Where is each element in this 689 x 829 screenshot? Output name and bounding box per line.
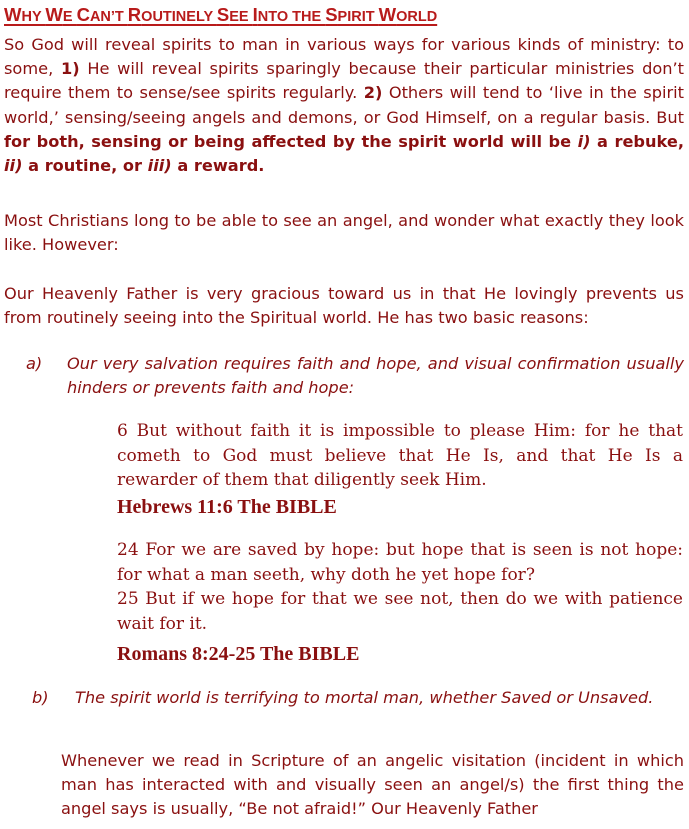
item-a-marker: a): [26, 354, 43, 373]
father-paragraph: Our Heavenly Father is very gracious toward us in that He lovingly prevents us from routinely seeing into the Spiritual world. He has two basic reasons:: [4, 284, 684, 328]
romans-verse-24: 24 For we are saved by hope: but hope that is seen is not hope: for what a man seeth, why doth he yet hope for?: [117, 540, 683, 585]
hebrews-verse: 6 But without faith it is impossible to please Him: for he that cometh to God must believe that He Is, and that He Is a rewarder of them that diligently seek Him.: [117, 421, 683, 490]
visitation-paragraph: Whenever we read in Scripture of an angelic visitation (incident in which man has interacted with and visually seen an angel/s) the first thing the angel says is usually, “Be not afraid!” Our Heavenly Father: [61, 751, 684, 819]
angel-paragraph: Most Christians long to be able to see an angel, and wonder what exactly they look like. However:: [4, 211, 684, 255]
romans-verse-25: 25 But if we hope for that we see not, then do we with patience wait for it.: [117, 589, 683, 634]
hebrews-reference: Hebrews 11:6 The BIBLE: [117, 496, 337, 518]
section-heading: WHY WE CAN’T ROUTINELY SEE INTO THE SPIRIT WORLD: [4, 4, 438, 25]
item-b-text: The spirit world is terrifying to mortal man, whether Saved or Unsaved.: [75, 688, 654, 707]
intro-paragraph: So God will reveal spirits to man in various ways for various kinds of ministry: to some, 1) He will reveal spirits sparingly because their particular ministries don’t require them to sense/see spirits regularly. 2) Others will tend to ‘live in the spirit world,’ sensing/seeing angels and demons, or God Himself, on a regular basis. But for both, sensing or being affected by the spirit world will be i) a rebuke, ii) a routine, or iii) a reward.: [4, 35, 685, 176]
romans-reference: Romans 8:24-25 The BIBLE: [117, 643, 360, 665]
item-b-marker: b): [32, 688, 49, 707]
item-a-text: Our very salvation requires faith and hope, and visual confirmation usually hinders or prevents faith and hope:: [67, 354, 684, 398]
